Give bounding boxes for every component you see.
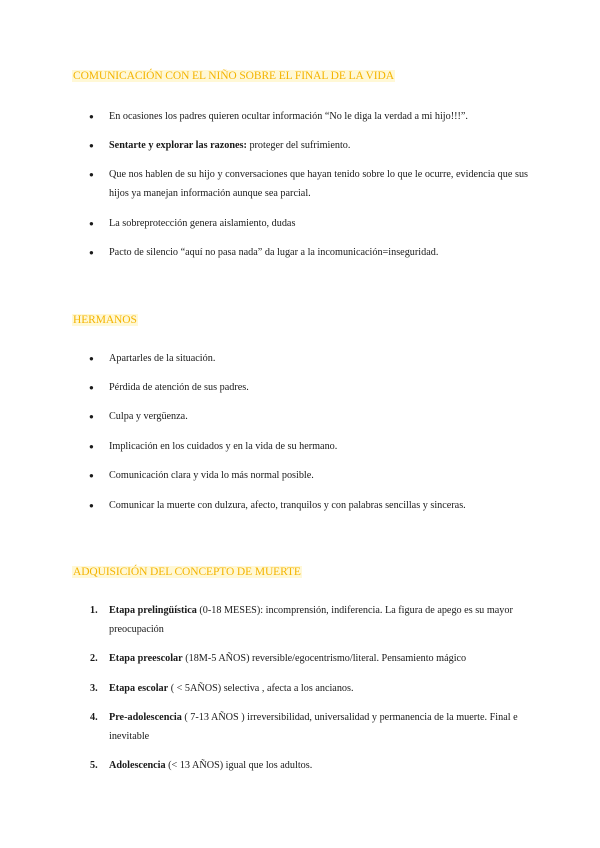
- bullet-icon: ●: [89, 248, 94, 257]
- bullet-icon: ●: [89, 471, 94, 480]
- list-item: ● Culpa y vergüenza.: [72, 407, 528, 426]
- section-title-hermanos: HERMANOS: [73, 314, 137, 326]
- list-item: ● Comunicar la muerte con dulzura, afecto, tranquilos y con palabras sencillas y sinceras.: [72, 496, 528, 515]
- list-item: ● En ocasiones los padres quieren ocultar información “No le diga la verdad a mi hijo!!!”.: [72, 107, 528, 126]
- list-item: ● La sobreprotección genera aislamiento, dudas: [72, 214, 528, 233]
- section-title-adquisicion: ADQUISICIÓN DEL CONCEPTO DE MUERTE: [73, 566, 301, 578]
- bullet-icon: ●: [89, 170, 94, 179]
- list-item: 4. Pre-adolescencia ( 7-13 AÑOS ) irreversibilidad, universalidad y permanencia de la muerte. Final e inevitable: [90, 712, 518, 742]
- list-item: ● Apartarles de la situación.: [72, 349, 528, 368]
- bullet-icon: ●: [89, 501, 94, 510]
- bullet-icon: ●: [89, 442, 94, 451]
- bullet-icon: ●: [89, 112, 94, 121]
- list-item: ● Implicación en los cuidados y en la vida de su hermano.: [72, 437, 528, 456]
- section-title-comunicacion: COMUNICACIÓN CON EL NIÑO SOBRE EL FINAL DE LA VIDA: [73, 70, 394, 82]
- list-item: ● Pérdida de atención de sus padres.: [72, 378, 528, 397]
- bullet-icon: ●: [89, 354, 94, 363]
- list-item: 3. Etapa escolar ( < 5AÑOS) selectiva , afecta a los ancianos.: [90, 683, 354, 694]
- bullet-icon: ●: [89, 219, 94, 228]
- list-item: ● Sentarte y explorar las razones: proteger del sufrimiento.: [72, 136, 528, 155]
- list-item: 1. Etapa prelingüística (0-18 MESES): incomprensión, indiferencia. La figura de apego es su mayor preocupación: [90, 605, 513, 635]
- bullet-icon: ●: [89, 412, 94, 421]
- list-item: 5. Adolescencia (< 13 AÑOS) igual que los adultos.: [90, 760, 313, 771]
- bullet-icon: ●: [89, 141, 94, 150]
- list-item: 2. Etapa preescolar (18M-5 AÑOS) reversible/egocentrismo/literal. Pensamiento mágico: [90, 653, 467, 664]
- bullet-icon: ●: [89, 383, 94, 392]
- list-item: ● Que nos hablen de su hijo y conversaciones que hayan tenido sobre lo que le ocurre, evidencia que sus hijos ya manejan información aunque sea parcial.: [72, 165, 528, 203]
- list-item: ● Comunicación clara y vida lo más normal posible.: [72, 466, 528, 485]
- list-item: ● Pacto de silencio “aquí no pasa nada” da lugar a la incomunicación=inseguridad.: [72, 243, 528, 262]
